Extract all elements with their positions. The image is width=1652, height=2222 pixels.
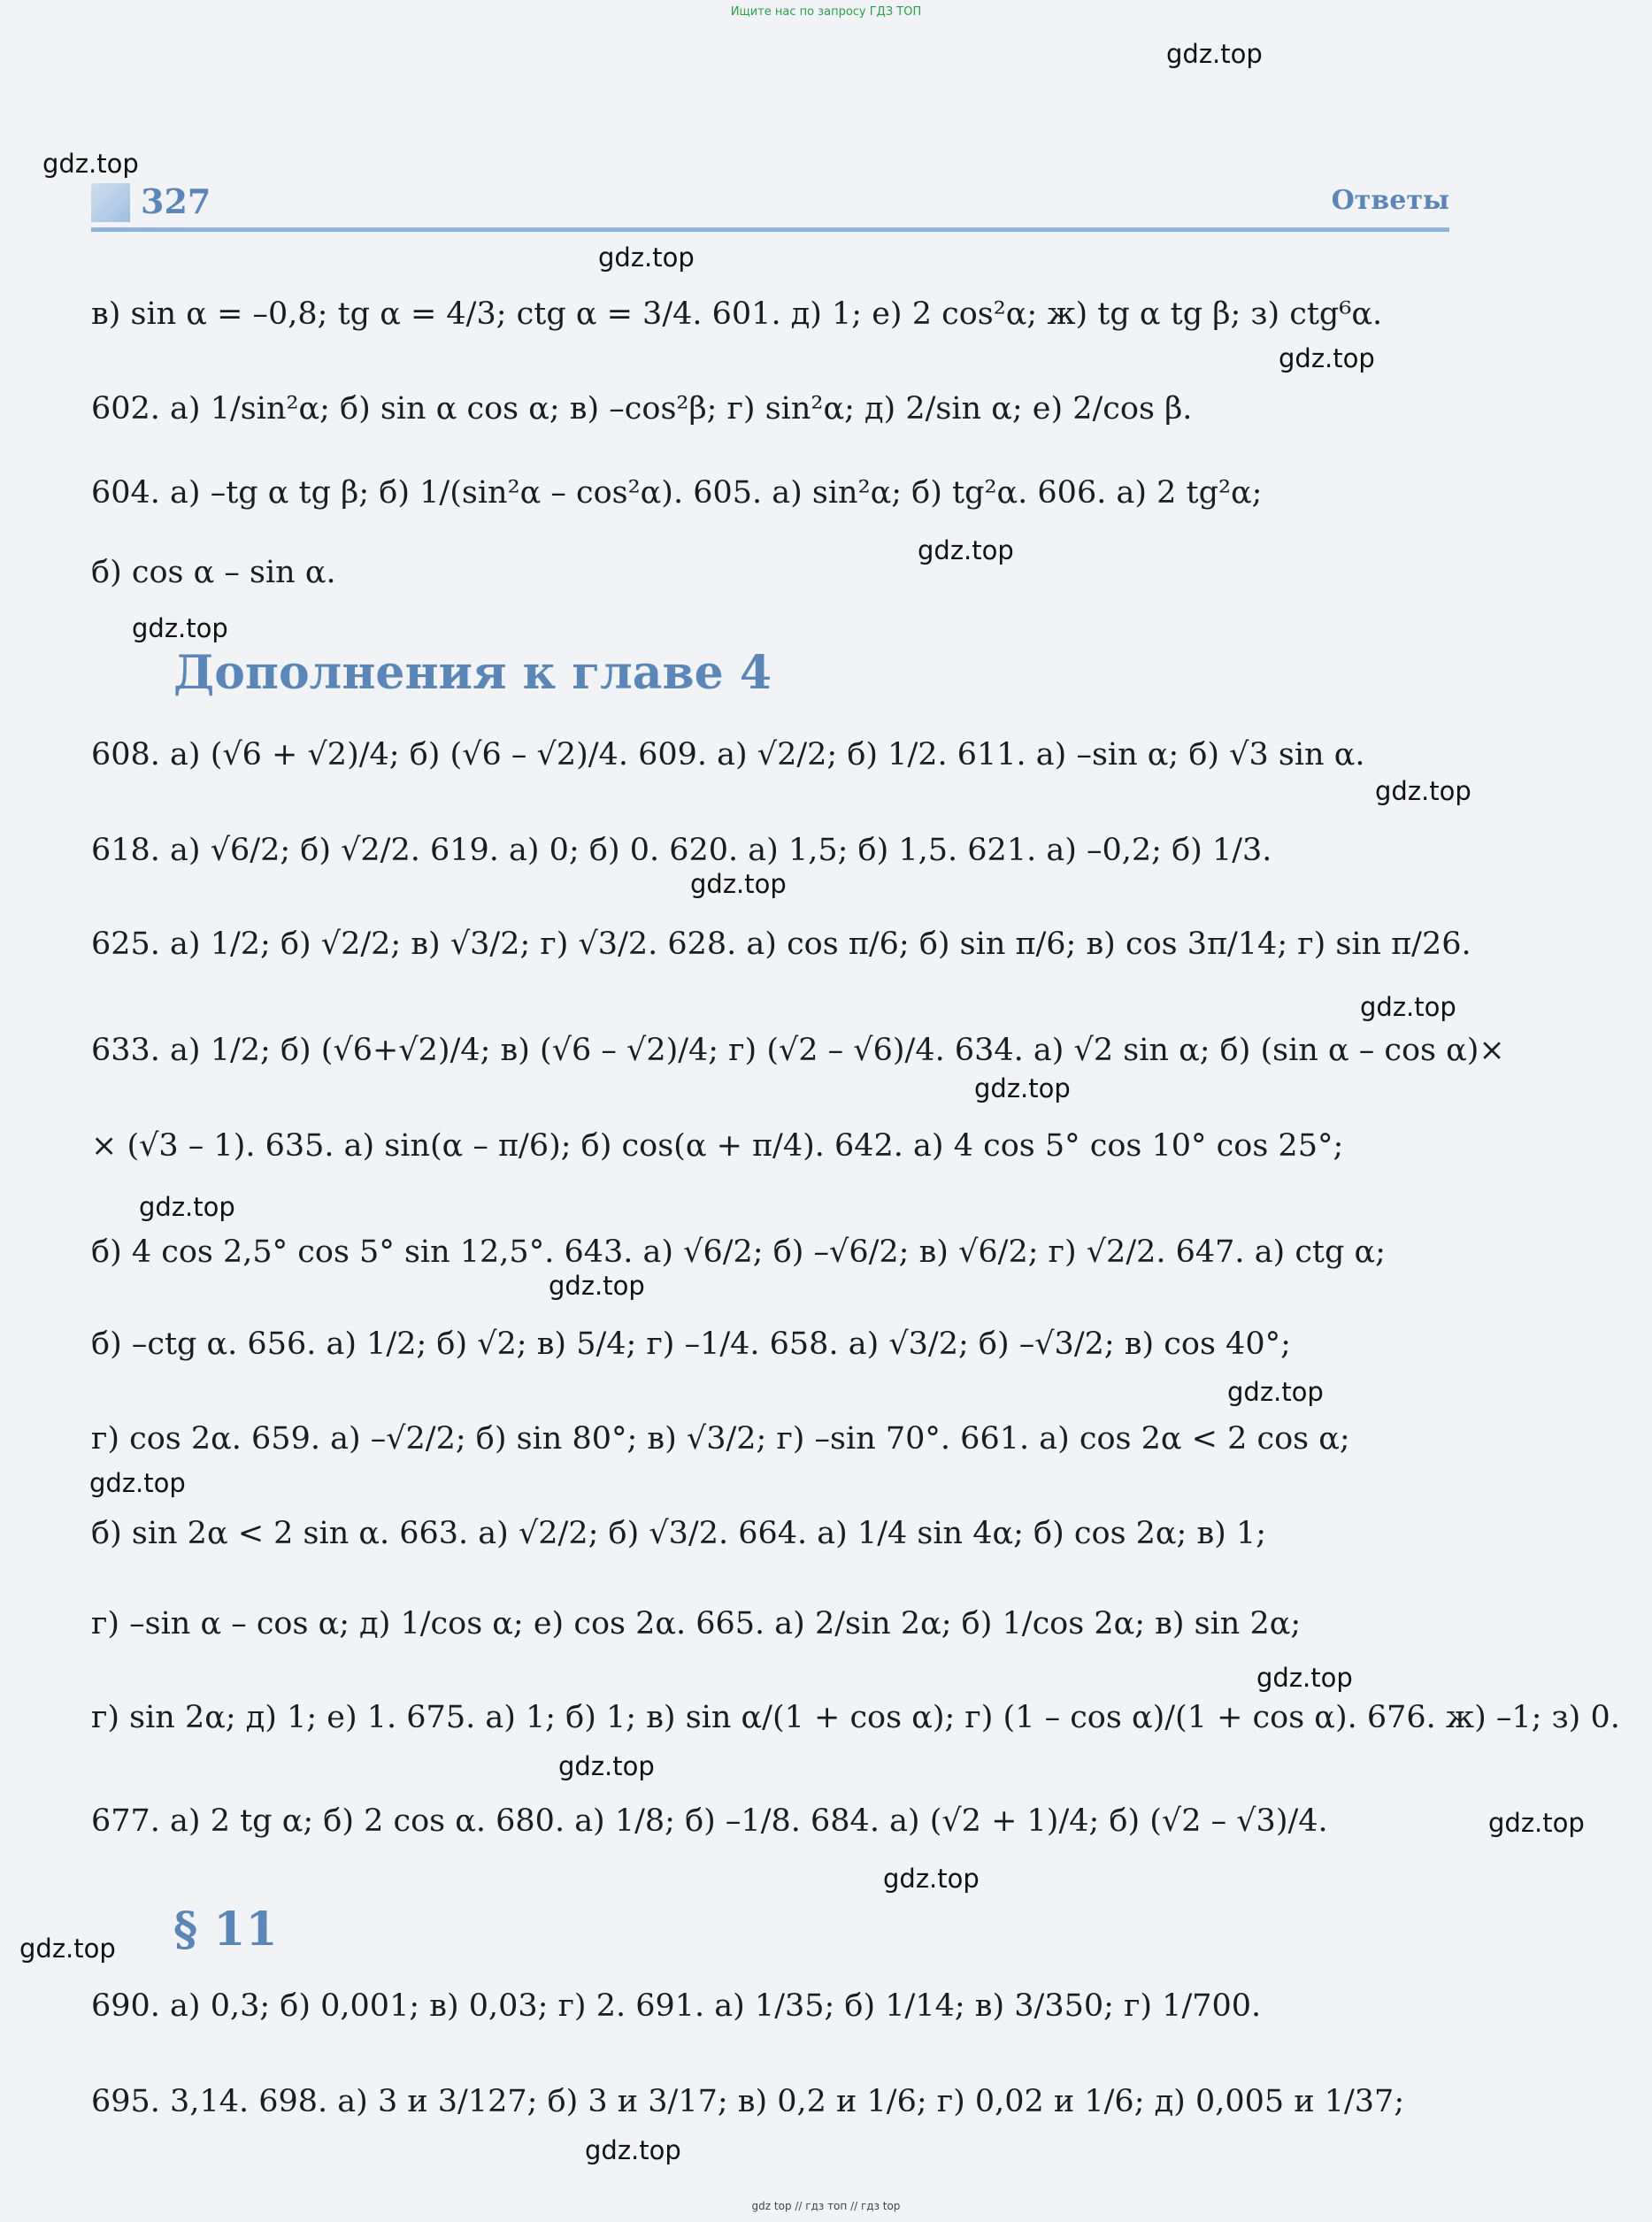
watermark: gdz.top <box>1227 1377 1324 1407</box>
watermark: gdz.top <box>974 1073 1071 1103</box>
watermark: gdz.top <box>918 535 1014 565</box>
answer-line: 618. а) √6/2; б) √2/2. 619. а) 0; б) 0. 620. а) 1,5; б) 1,5. 621. а) –0,2; б) 1/3. <box>91 833 1272 868</box>
search-hint: Ищите нас по запросу ГДЗ ТОП <box>730 5 922 19</box>
answer-line: в) sin α = –0,8; tg α = 4/3; ctg α = 3/4. 601. д) 1; е) 2 cos²α; ж) tg α tg β; з) ctg⁶α. <box>91 296 1383 332</box>
answer-line: 608. а) (√6 + √2)/4; б) (√6 – √2)/4. 609. а) √2/2; б) 1/2. 611. а) –sin α; б) √3 sin α. <box>91 737 1365 773</box>
answer-line: г) –sin α – cos α; д) 1/cos α; е) cos 2α. 665. а) 2/sin 2α; б) 1/cos 2α; в) sin 2α; <box>91 1606 1302 1642</box>
watermark: gdz.top <box>558 1751 655 1781</box>
watermark: gdz.top <box>883 1864 980 1894</box>
watermark: gdz.top <box>1279 343 1375 373</box>
watermark: gdz.top <box>132 613 228 643</box>
watermark: gdz.top <box>549 1271 645 1301</box>
watermark: gdz.top <box>1488 1808 1585 1838</box>
watermark: gdz.top <box>1360 992 1456 1022</box>
answer-line: б) sin 2α < 2 sin α. 663. а) √2/2; б) √3/2. 664. а) 1/4 sin 4α; б) cos 2α; в) 1; <box>91 1516 1267 1551</box>
answer-line: 633. а) 1/2; б) (√6+√2)/4; в) (√6 – √2)/4; г) (√2 – √6)/4. 634. а) √2 sin α; б) (sin α – cos α)× <box>91 1033 1505 1068</box>
answer-line: б) cos α – sin α. <box>91 555 336 590</box>
header-title: Ответы <box>1331 185 1449 216</box>
watermark: gdz.top <box>1256 1663 1353 1693</box>
answer-line: 625. а) 1/2; б) √2/2; в) √3/2; г) √3/2. 628. а) cos π/6; б) sin π/6; в) cos 3π/14; г) sin π/26. <box>91 926 1471 962</box>
answer-line: × (√3 – 1). 635. а) sin(α – π/6); б) cos(α + π/4). 642. а) 4 cos 5° cos 10° cos 25°; <box>91 1128 1344 1164</box>
watermark: gdz.top <box>42 149 139 179</box>
page-header <box>91 181 1449 230</box>
watermark: gdz.top <box>690 869 787 899</box>
watermark: gdz.top <box>139 1192 235 1222</box>
answer-line: 604. а) –tg α tg β; б) 1/(sin²α – cos²α). 605. а) sin²α; б) tg²α. 606. а) 2 tg²α; <box>91 475 1263 511</box>
answer-line: 602. а) 1/sin²α; б) sin α cos α; в) –cos²β; г) sin²α; д) 2/sin α; е) 2/cos β. <box>91 391 1193 427</box>
watermark: gdz.top <box>1166 39 1263 69</box>
chapter-addendum-title: Дополнения к главе 4 <box>173 646 772 700</box>
watermark: gdz.top <box>89 1468 186 1498</box>
answer-line: 695. 3,14. 698. а) 3 и 3/127; б) 3 и 3/17; в) 0,2 и 1/6; г) 0,02 и 1/6; д) 0,005 и 1/37; <box>91 2084 1405 2119</box>
watermark: gdz.top <box>585 2135 681 2165</box>
answer-line: б) 4 cos 2,5° cos 5° sin 12,5°. 643. а) √6/2; б) –√6/2; в) √6/2; г) √2/2. 647. а) ctg α; <box>91 1234 1386 1270</box>
header-divider <box>91 227 1449 232</box>
watermark: gdz.top <box>19 1934 116 1964</box>
answer-line: 690. а) 0,3; б) 0,001; в) 0,03; г) 2. 691. а) 1/35; б) 1/14; в) 3/350; г) 1/700. <box>91 1988 1262 2024</box>
watermark: gdz.top <box>1375 776 1471 806</box>
page-number: 327 <box>141 181 211 221</box>
header-marker <box>91 183 130 222</box>
answer-line: 677. а) 2 tg α; б) 2 cos α. 680. а) 1/8; б) –1/8. 684. а) (√2 + 1)/4; б) (√2 – √3)/4. <box>91 1803 1328 1839</box>
answer-line: г) sin 2α; д) 1; е) 1. 675. а) 1; б) 1; в) sin α/(1 + cos α); г) (1 – cos α)/(1 + cos α). 676. ж) –1; з) 0. <box>91 1700 1620 1735</box>
paragraph-title: § 11 <box>173 1903 278 1957</box>
answer-line: г) cos 2α. 659. а) –√2/2; б) sin 80°; в) √3/2; г) –sin 70°. 661. а) cos 2α < 2 cos α; <box>91 1421 1350 1457</box>
answer-line: б) –ctg α. 656. а) 1/2; б) √2; в) 5/4; г) –1/4. 658. а) √3/2; б) –√3/2; в) cos 40°; <box>91 1326 1291 1362</box>
footer-note: gdz top // гдз топ // гдз top <box>751 2200 901 2212</box>
watermark: gdz.top <box>598 242 695 273</box>
